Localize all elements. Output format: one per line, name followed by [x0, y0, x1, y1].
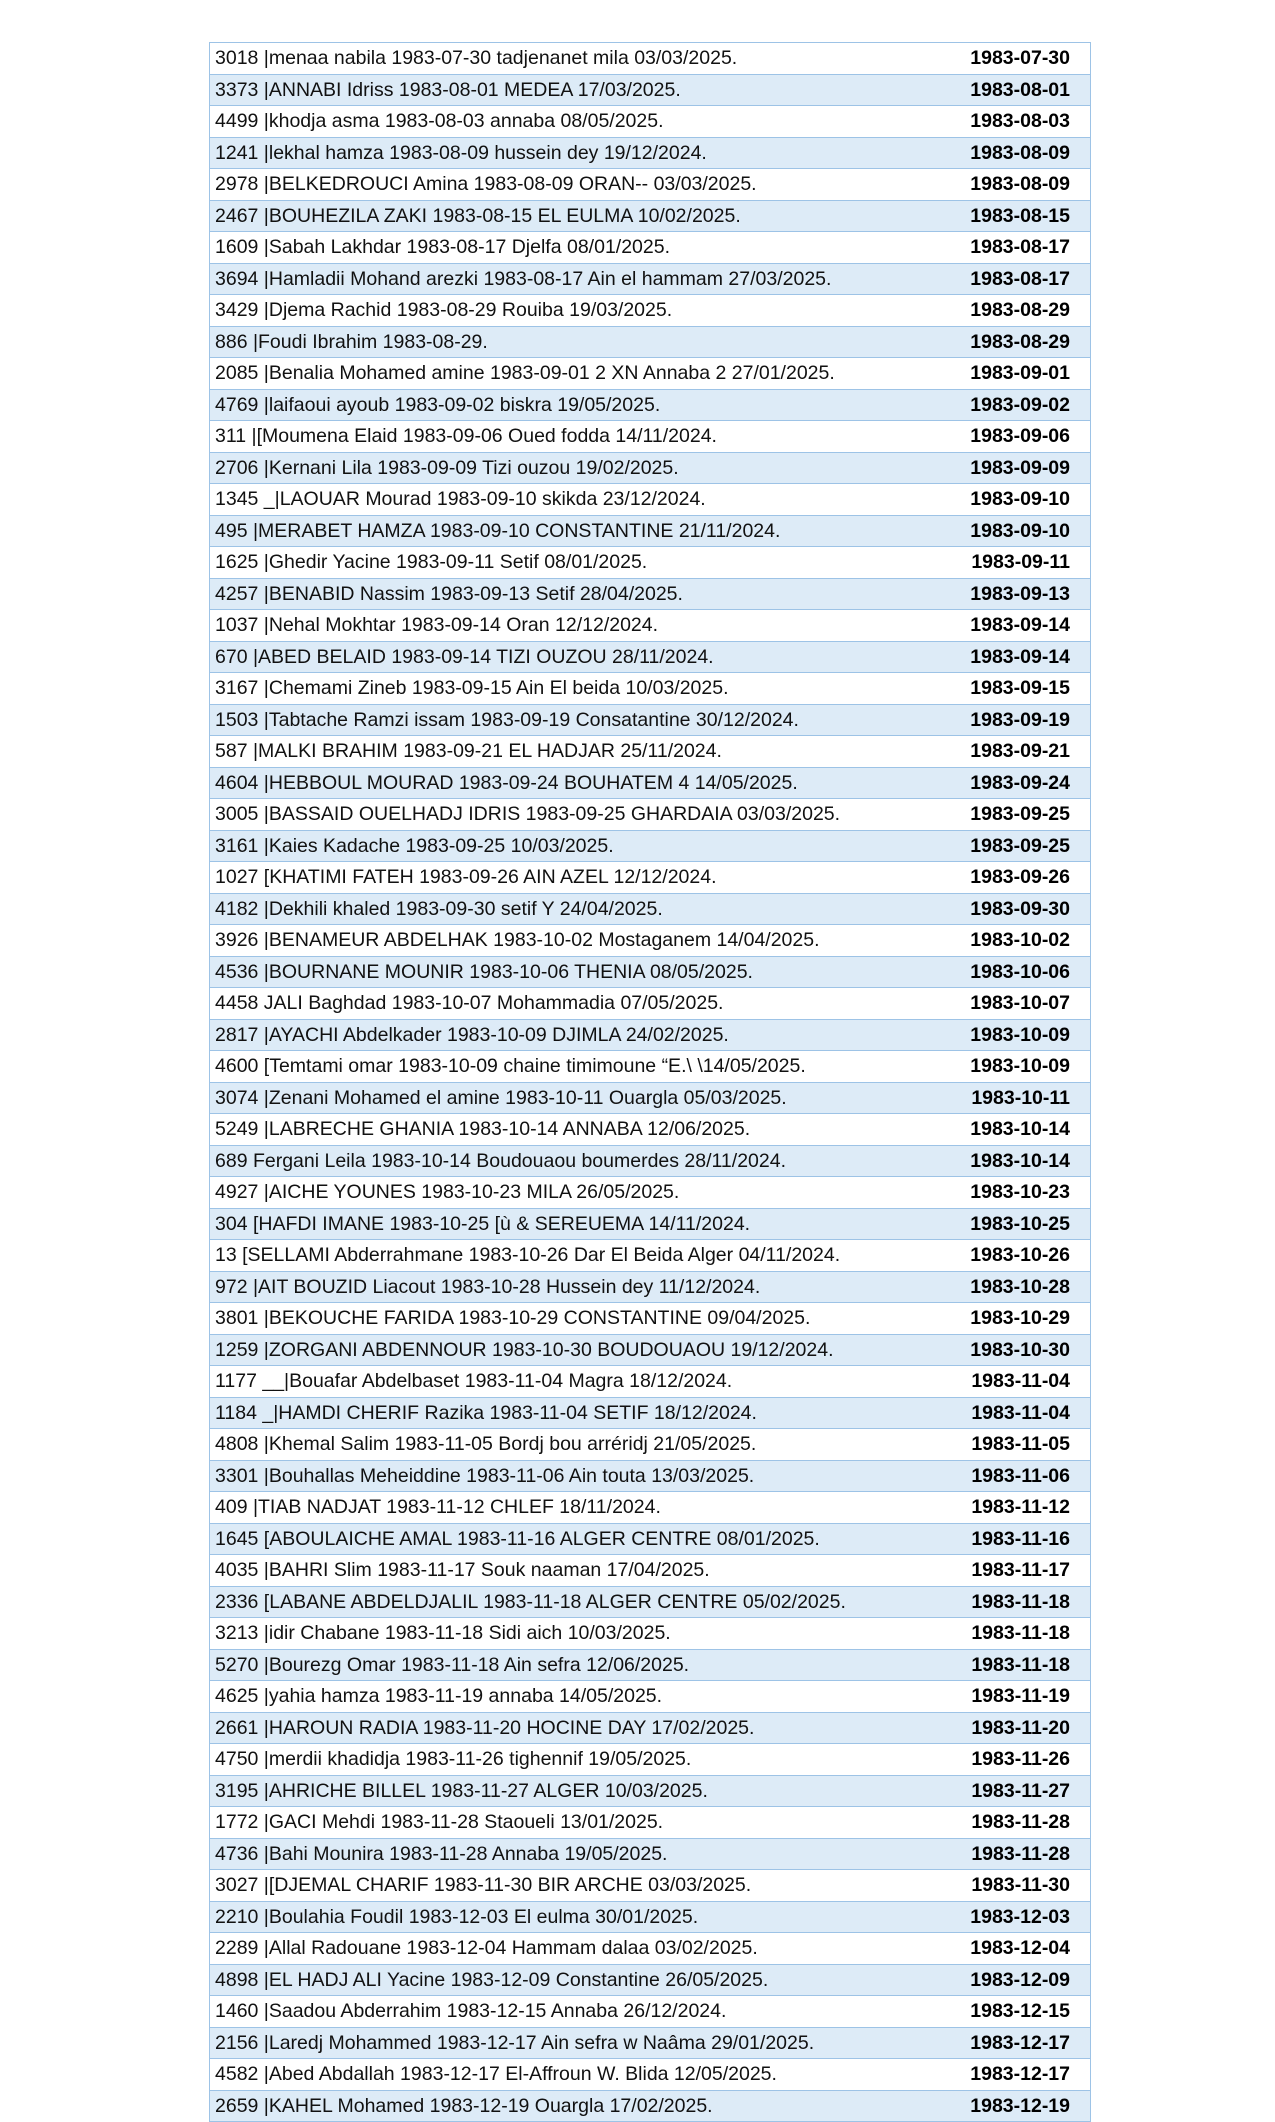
table-row: [210, 1335, 1090, 1367]
record-date: 1983-11-18: [971, 1587, 1070, 1618]
record-text: 495 |MERABET HAMZA 1983-09-10 CONSTANTINE 21/11/2024.: [215, 516, 780, 547]
record-text: 4035 |BAHRI Slim 1983-11-17 Souk naaman 17/04/2025.: [215, 1555, 710, 1586]
record-date: 1983-10-29: [970, 1303, 1070, 1334]
record-text: 1184 _|HAMDI CHERIF Razika 1983-11-04 SETIF 18/12/2024.: [215, 1398, 757, 1429]
record-date: 1983-12-17: [970, 2028, 1070, 2059]
record-text: 2978 |BELKEDROUCI Amina 1983-08-09 ORAN-- 03/03/2025.: [215, 169, 757, 200]
table-row: [210, 1240, 1090, 1272]
record-text: 13 [SELLAMI Abderrahmane 1983-10-26 Dar El Beida Alger 04/11/2024.: [215, 1240, 840, 1271]
table-row: [210, 1933, 1090, 1965]
record-text: 1645 [ABOULAICHE AMAL 1983-11-16 ALGER CENTRE 08/01/2025.: [215, 1524, 820, 1555]
table-row: [210, 1083, 1090, 1115]
record-date: 1983-09-14: [970, 642, 1070, 673]
table-row: [210, 579, 1090, 611]
record-date: 1983-09-14: [970, 610, 1070, 641]
record-text: 2817 |AYACHI Abdelkader 1983-10-09 DJIMLA 24/02/2025.: [215, 1020, 729, 1051]
table-row: [210, 1744, 1090, 1776]
table-row: [210, 1587, 1090, 1619]
record-text: 3694 |Hamladii Mohand arezki 1983-08-17 Ain el hammam 27/03/2025.: [215, 264, 831, 295]
record-text: 4499 |khodja asma 1983-08-03 annaba 08/05/2025.: [215, 106, 664, 137]
record-text: 4600 [Temtami omar 1983-10-09 chaine timimoune “E.\ \14/05/2025.: [215, 1051, 806, 1082]
table-row: [210, 925, 1090, 957]
record-text: 3373 |ANNABI Idriss 1983-08-01 MEDEA 17/03/2025.: [215, 75, 681, 106]
record-text: 4257 |BENABID Nassim 1983-09-13 Setif 28/04/2025.: [215, 579, 683, 610]
table-row: [210, 1051, 1090, 1083]
record-text: 1259 |ZORGANI ABDENNOUR 1983-10-30 BOUDOUAOU 19/12/2024.: [215, 1335, 834, 1366]
table-row: [210, 516, 1090, 548]
record-date: 1983-11-20: [971, 1713, 1070, 1744]
record-date: 1983-09-06: [970, 421, 1070, 452]
table-row: [210, 736, 1090, 768]
record-text: 4769 |laifaoui ayoub 1983-09-02 biskra 19/05/2025.: [215, 390, 660, 421]
table-row: [210, 862, 1090, 894]
table-row: [210, 1146, 1090, 1178]
record-date: 1983-11-04: [971, 1366, 1070, 1397]
record-text: 2659 |KAHEL Mohamed 1983-12-19 Ouargla 17/02/2025.: [215, 2091, 713, 2122]
table-row: [210, 894, 1090, 926]
table-row: [210, 232, 1090, 264]
record-date: 1983-12-17: [970, 2059, 1070, 2090]
records-table: [209, 42, 1091, 2122]
record-date: 1983-08-09: [970, 138, 1070, 169]
table-row: [210, 1272, 1090, 1304]
record-text: 587 |MALKI BRAHIM 1983-09-21 EL HADJAR 25/11/2024.: [215, 736, 722, 767]
record-text: 4898 |EL HADJ ALI Yacine 1983-12-09 Constantine 26/05/2025.: [215, 1965, 768, 1996]
record-text: 886 |Foudi Ibrahim 1983-08-29.: [215, 327, 488, 358]
record-date: 1983-09-15: [970, 673, 1070, 704]
table-row: [210, 421, 1090, 453]
record-date: 1983-08-03: [970, 106, 1070, 137]
table-row: [210, 705, 1090, 737]
record-date: 1983-11-16: [971, 1524, 1070, 1555]
record-text: 3027 |[DJEMAL CHARIF 1983-11-30 BIR ARCHE 03/03/2025.: [215, 1870, 751, 1901]
record-text: 4604 |HEBBOUL MOURAD 1983-09-24 BOUHATEM 4 14/05/2025.: [215, 768, 798, 799]
table-row: [210, 1713, 1090, 1745]
record-date: 1983-10-14: [970, 1114, 1070, 1145]
record-text: 2210 |Boulahia Foudil 1983-12-03 El eulma 30/01/2025.: [215, 1902, 698, 1933]
record-date: 1983-12-09: [970, 1965, 1070, 1996]
record-date: 1983-08-29: [970, 295, 1070, 326]
record-date: 1983-11-26: [971, 1744, 1070, 1775]
table-row: [210, 1870, 1090, 1902]
record-text: 2156 |Laredj Mohammed 1983-12-17 Ain sefra w Naâma 29/01/2025.: [215, 2028, 814, 2059]
record-text: 972 |AIT BOUZID Liacout 1983-10-28 Hussein dey 11/12/2024.: [215, 1272, 760, 1303]
record-date: 1983-10-28: [970, 1272, 1070, 1303]
table-row: [210, 75, 1090, 107]
table-row: [210, 1114, 1090, 1146]
record-date: 1983-08-09: [970, 169, 1070, 200]
record-date: 1983-09-10: [970, 484, 1070, 515]
table-row: [210, 1965, 1090, 1997]
table-row: [210, 453, 1090, 485]
record-text: 3167 |Chemami Zineb 1983-09-15 Ain El beida 10/03/2025.: [215, 673, 729, 704]
table-row: [210, 2059, 1090, 2091]
record-text: 5270 |Bourezg Omar 1983-11-18 Ain sefra 12/06/2025.: [215, 1650, 689, 1681]
record-date: 1983-09-26: [970, 862, 1070, 893]
record-text: 4582 |Abed Abdallah 1983-12-17 El-Affroun W. Blida 12/05/2025.: [215, 2059, 777, 2090]
record-text: 670 |ABED BELAID 1983-09-14 TIZI OUZOU 28/11/2024.: [215, 642, 714, 673]
record-text: 2706 |Kernani Lila 1983-09-09 Tizi ouzou 19/02/2025.: [215, 453, 679, 484]
table-row: [210, 1398, 1090, 1430]
table-row: [210, 1650, 1090, 1682]
table-row: [210, 1618, 1090, 1650]
record-date: 1983-08-01: [970, 75, 1070, 106]
record-date: 1983-11-27: [971, 1776, 1070, 1807]
record-date: 1983-09-01: [970, 358, 1070, 389]
record-date: 1983-09-11: [971, 547, 1070, 578]
table-row: [210, 642, 1090, 674]
record-text: 1503 |Tabtache Ramzi issam 1983-09-19 Consatantine 30/12/2024.: [215, 705, 799, 736]
record-text: 4927 |AICHE YOUNES 1983-10-23 MILA 26/05/2025.: [215, 1177, 679, 1208]
table-row: [210, 2091, 1090, 2122]
table-row: [210, 1681, 1090, 1713]
record-date: 1983-09-10: [970, 516, 1070, 547]
record-date: 1983-08-17: [970, 264, 1070, 295]
table-row: [210, 2028, 1090, 2060]
record-text: 3213 |idir Chabane 1983-11-18 Sidi aich 10/03/2025.: [215, 1618, 671, 1649]
table-row: [210, 768, 1090, 800]
table-row: [210, 831, 1090, 863]
record-text: 1772 |GACI Mehdi 1983-11-28 Staoueli 13/01/2025.: [215, 1807, 663, 1838]
record-date: 1983-11-12: [971, 1492, 1070, 1523]
record-date: 1983-09-13: [970, 579, 1070, 610]
record-date: 1983-09-21: [970, 736, 1070, 767]
record-date: 1983-10-30: [970, 1335, 1070, 1366]
record-date: 1983-08-29: [970, 327, 1070, 358]
record-text: 4536 |BOURNANE MOUNIR 1983-10-06 THENIA 08/05/2025.: [215, 957, 753, 988]
record-text: 2467 |BOUHEZILA ZAKI 1983-08-15 EL EULMA 10/02/2025.: [215, 201, 741, 232]
record-text: 5249 |LABRECHE GHANIA 1983-10-14 ANNABA 12/06/2025.: [215, 1114, 750, 1145]
table-row: [210, 988, 1090, 1020]
table-row: [210, 358, 1090, 390]
record-text: 3429 |Djema Rachid 1983-08-29 Rouiba 19/03/2025.: [215, 295, 672, 326]
record-text: 1177 __|Bouafar Abdelbaset 1983-11-04 Magra 18/12/2024.: [215, 1366, 732, 1397]
record-text: 3005 |BASSAID OUELHADJ IDRIS 1983-09-25 GHARDAIA 03/03/2025.: [215, 799, 840, 830]
record-date: 1983-10-02: [970, 925, 1070, 956]
record-date: 1983-09-24: [970, 768, 1070, 799]
record-text: 3195 |AHRICHE BILLEL 1983-11-27 ALGER 10/03/2025.: [215, 1776, 708, 1807]
table-row: [210, 295, 1090, 327]
table-row: [210, 547, 1090, 579]
table-row: [210, 1177, 1090, 1209]
record-text: 3161 |Kaies Kadache 1983-09-25 10/03/2025.: [215, 831, 614, 862]
table-row: [210, 1209, 1090, 1241]
record-text: 304 [HAFDI IMANE 1983-10-25 [ù & SEREUEMA 14/11/2024.: [215, 1209, 750, 1240]
table-row: [210, 1839, 1090, 1871]
record-text: 4736 |Bahi Mounira 1983-11-28 Annaba 19/05/2025.: [215, 1839, 667, 1870]
record-date: 1983-11-19: [971, 1681, 1070, 1712]
record-date: 1983-10-09: [970, 1051, 1070, 1082]
record-text: 2289 |Allal Radouane 1983-12-04 Hammam dalaa 03/02/2025.: [215, 1933, 758, 1964]
table-row: [210, 1303, 1090, 1335]
record-date: 1983-09-25: [970, 799, 1070, 830]
record-text: 2336 [LABANE ABDELDJALIL 1983-11-18 ALGER CENTRE 05/02/2025.: [215, 1587, 846, 1618]
record-text: 2085 |Benalia Mohamed amine 1983-09-01 2 XN Annaba 2 27/01/2025.: [215, 358, 835, 389]
record-date: 1983-10-26: [970, 1240, 1070, 1271]
record-text: 1037 |Nehal Mokhtar 1983-09-14 Oran 12/12/2024.: [215, 610, 658, 641]
record-date: 1983-11-28: [971, 1839, 1070, 1870]
record-text: 1609 |Sabah Lakhdar 1983-08-17 Djelfa 08/01/2025.: [215, 232, 670, 263]
record-date: 1983-10-06: [970, 957, 1070, 988]
record-text: 3926 |BENAMEUR ABDELHAK 1983-10-02 Mostaganem 14/04/2025.: [215, 925, 820, 956]
record-text: 1241 |lekhal hamza 1983-08-09 hussein dey 19/12/2024.: [215, 138, 707, 169]
table-row: [210, 1020, 1090, 1052]
record-text: 2661 |HAROUN RADIA 1983-11-20 HOCINE DAY 17/02/2025.: [215, 1713, 754, 1744]
table-row: [210, 1461, 1090, 1493]
record-date: 1983-08-15: [970, 201, 1070, 232]
record-date: 1983-11-05: [971, 1429, 1070, 1460]
record-text: 3074 |Zenani Mohamed el amine 1983-10-11 Ouargla 05/03/2025.: [215, 1083, 787, 1114]
record-date: 1983-10-07: [970, 988, 1070, 1019]
record-date: 1983-08-17: [970, 232, 1070, 263]
record-date: 1983-11-18: [971, 1650, 1070, 1681]
table-row: [210, 169, 1090, 201]
record-text: 3018 |menaa nabila 1983-07-30 tadjenanet mila 03/03/2025.: [215, 43, 737, 74]
record-date: 1983-10-09: [970, 1020, 1070, 1051]
record-date: 1983-12-15: [970, 1996, 1070, 2027]
record-date: 1983-10-11: [971, 1083, 1070, 1114]
record-date: 1983-09-02: [970, 390, 1070, 421]
record-date: 1983-09-30: [970, 894, 1070, 925]
table-row: [210, 1524, 1090, 1556]
table-row: [210, 106, 1090, 138]
table-row: [210, 201, 1090, 233]
table-row: [210, 264, 1090, 296]
record-text: 689 Fergani Leila 1983-10-14 Boudouaou boumerdes 28/11/2024.: [215, 1146, 786, 1177]
record-date: 1983-12-04: [970, 1933, 1070, 1964]
record-date: 1983-09-09: [970, 453, 1070, 484]
record-text: 1460 |Saadou Abderrahim 1983-12-15 Annaba 26/12/2024.: [215, 1996, 726, 2027]
table-row: [210, 1996, 1090, 2028]
record-date: 1983-10-25: [970, 1209, 1070, 1240]
record-text: 4750 |merdii khadidja 1983-11-26 tighennif 19/05/2025.: [215, 1744, 691, 1775]
table-row: [210, 799, 1090, 831]
record-date: 1983-10-23: [970, 1177, 1070, 1208]
record-date: 1983-11-17: [971, 1555, 1070, 1586]
record-date: 1983-12-03: [970, 1902, 1070, 1933]
record-date: 1983-09-25: [970, 831, 1070, 862]
record-date: 1983-11-18: [971, 1618, 1070, 1649]
record-text: 4808 |Khemal Salim 1983-11-05 Bordj bou arréridj 21/05/2025.: [215, 1429, 756, 1460]
record-date: 1983-11-06: [971, 1461, 1070, 1492]
table-row: [210, 1776, 1090, 1808]
table-row: [210, 1492, 1090, 1524]
record-text: 4182 |Dekhili khaled 1983-09-30 setif Y 24/04/2025.: [215, 894, 663, 925]
table-row: [210, 1429, 1090, 1461]
table-row: [210, 484, 1090, 516]
table-row: [210, 610, 1090, 642]
table-row: [210, 1555, 1090, 1587]
record-text: 311 |[Moumena Elaid 1983-09-06 Oued fodda 14/11/2024.: [215, 421, 717, 452]
table-row: [210, 390, 1090, 422]
record-date: 1983-10-14: [970, 1146, 1070, 1177]
record-text: 409 |TIAB NADJAT 1983-11-12 CHLEF 18/11/2024.: [215, 1492, 661, 1523]
record-text: 4625 |yahia hamza 1983-11-19 annaba 14/05/2025.: [215, 1681, 662, 1712]
record-date: 1983-07-30: [970, 43, 1070, 74]
record-date: 1983-11-04: [971, 1398, 1070, 1429]
table-row: [210, 673, 1090, 705]
table-row: [210, 1902, 1090, 1934]
record-date: 1983-11-30: [971, 1870, 1070, 1901]
record-date: 1983-09-19: [970, 705, 1070, 736]
record-text: 1625 |Ghedir Yacine 1983-09-11 Setif 08/01/2025.: [215, 547, 647, 578]
record-date: 1983-12-19: [970, 2091, 1070, 2122]
table-row: [210, 43, 1090, 75]
table-row: [210, 138, 1090, 170]
record-text: 1345 _|LAOUAR Mourad 1983-09-10 skikda 23/12/2024.: [215, 484, 706, 515]
record-text: 1027 [KHATIMI FATEH 1983-09-26 AIN AZEL 12/12/2024.: [215, 862, 717, 893]
record-text: 3301 |Bouhallas Meheiddine 1983-11-06 Ain touta 13/03/2025.: [215, 1461, 754, 1492]
table-row: [210, 957, 1090, 989]
table-row: [210, 1366, 1090, 1398]
table-row: [210, 1807, 1090, 1839]
table-row: [210, 327, 1090, 359]
record-text: 4458 JALI Baghdad 1983-10-07 Mohammadia 07/05/2025.: [215, 988, 723, 1019]
record-date: 1983-11-28: [971, 1807, 1070, 1838]
record-text: 3801 |BEKOUCHE FARIDA 1983-10-29 CONSTANTINE 09/04/2025.: [215, 1303, 810, 1334]
